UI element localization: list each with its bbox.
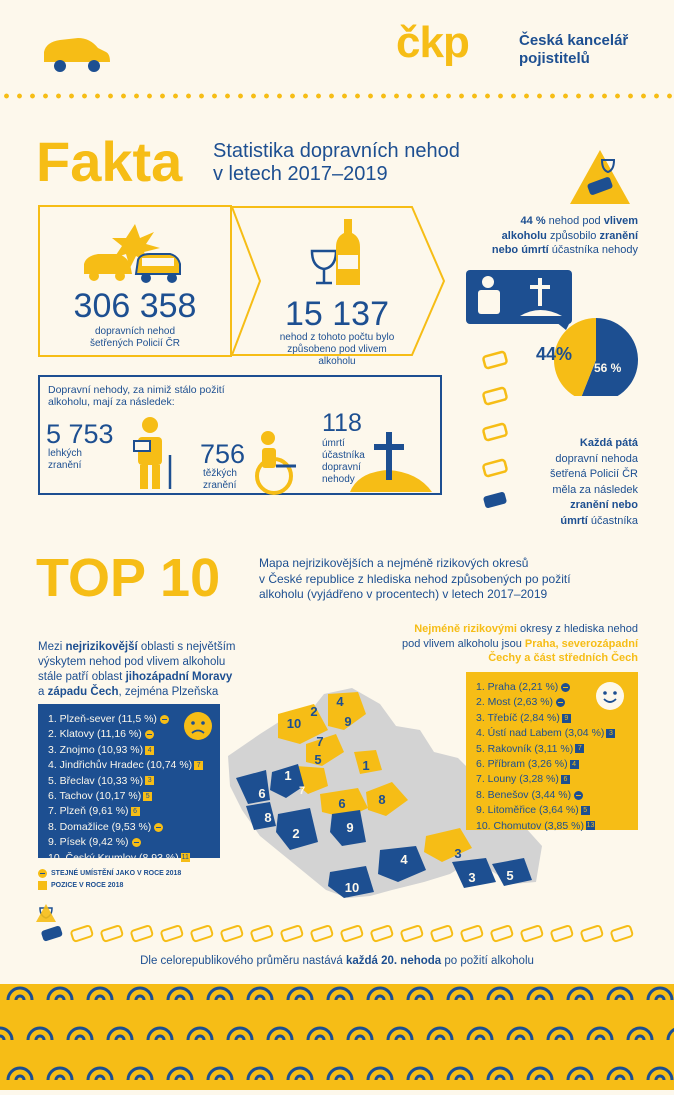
previous-position-badge: 6 bbox=[561, 775, 570, 784]
map-safe-label: 6 bbox=[338, 796, 346, 811]
risky-intro-1b: nejrizikovější bbox=[65, 641, 138, 653]
risky-intro-4a: a bbox=[38, 686, 48, 698]
arch-motif bbox=[616, 996, 624, 1000]
arch-motif bbox=[96, 1076, 104, 1080]
map-safe-label: 8 bbox=[378, 792, 386, 807]
footer-text-c: po požití alkoholu bbox=[441, 955, 534, 967]
arch-motif bbox=[316, 1036, 324, 1040]
district-row bbox=[476, 803, 628, 818]
fifth-line5: zranění nebo bbox=[570, 499, 638, 511]
arch-motif bbox=[136, 996, 144, 1000]
fifth-line3: šetřená Policií ČR bbox=[549, 468, 638, 480]
previous-position-badge: 13 bbox=[586, 822, 595, 830]
arch-motif bbox=[296, 1076, 304, 1080]
district-row bbox=[48, 789, 210, 804]
district-text: 1. Plzeň-sever (11,5 %) bbox=[48, 713, 157, 725]
district-row bbox=[48, 804, 210, 819]
same-position-icon bbox=[574, 791, 583, 800]
district-text: 1. Praha (2,21 %) bbox=[476, 681, 559, 693]
light-injuries-value: 5 753 bbox=[46, 419, 114, 449]
pie-text-d: způsobilo bbox=[546, 229, 600, 242]
org-name-line1: Česká kancelář bbox=[519, 32, 629, 49]
same-position-icon bbox=[561, 683, 570, 692]
accidents-label-line1: dopravních nehod bbox=[94, 326, 176, 337]
fifth-line4: měla za následek bbox=[552, 483, 638, 496]
previous-position-badge: 6 bbox=[131, 807, 140, 816]
arch-motif bbox=[656, 1076, 664, 1080]
pie-text-pct: 44 % bbox=[520, 215, 546, 227]
pie-text-b: vlivem bbox=[603, 215, 638, 227]
arch-motif bbox=[356, 1036, 364, 1040]
fifth-line2: dopravní nehoda bbox=[555, 452, 638, 465]
deaths-label-line4: nehody bbox=[322, 474, 355, 485]
crashed-cars-row bbox=[36, 904, 646, 948]
map-safe-label: 3 bbox=[454, 846, 462, 861]
district-row bbox=[476, 788, 628, 803]
bottom-pattern-band bbox=[0, 984, 674, 1090]
arch-motif bbox=[416, 996, 424, 1000]
arch-motif bbox=[236, 1036, 244, 1040]
crashed-car-icon bbox=[521, 925, 543, 942]
map-safe-label: 5 bbox=[314, 752, 322, 767]
arch-motif bbox=[56, 1076, 64, 1080]
district-row bbox=[48, 820, 210, 835]
map-risky-label: 7 bbox=[298, 785, 306, 797]
fakta-subtitle-line1: Statistika dopravních nehod bbox=[213, 140, 460, 162]
risky-intro-2: výskytem nehod pod vlivem alkoholu bbox=[38, 656, 226, 668]
top10-title: TOP 10 bbox=[36, 548, 221, 608]
previous-position-badge: 3 bbox=[145, 776, 154, 785]
safe-intro-3: Čechy a část středních Čech bbox=[488, 652, 638, 664]
fakta-subtitle-line2: v letech 2017–2019 bbox=[213, 163, 388, 185]
arch-motif bbox=[656, 996, 664, 1000]
arch-motif bbox=[636, 1036, 644, 1040]
arch-motif bbox=[496, 1076, 504, 1080]
district-text: 3. Třebíč (2,84 %) bbox=[476, 711, 560, 724]
same-position-icon bbox=[38, 869, 47, 878]
district-text: 9. Písek (9,42 %) bbox=[48, 836, 129, 849]
crashed-car-icon bbox=[611, 925, 633, 942]
deaths-value: 118 bbox=[322, 409, 362, 437]
arch-motif bbox=[96, 996, 104, 1000]
arch-motif bbox=[396, 1036, 404, 1040]
arch-motif bbox=[196, 1036, 204, 1040]
crashed-car-icon bbox=[281, 925, 303, 942]
previous-position-badge: 5 bbox=[143, 792, 152, 801]
accidents-value: 306 358 bbox=[73, 287, 197, 325]
consequences-intro-line2: alkoholu, mají za následek: bbox=[48, 396, 175, 408]
ckp-logo[interactable]: čkp bbox=[396, 18, 469, 67]
district-row bbox=[48, 774, 210, 789]
crashed-car-icon bbox=[191, 925, 213, 942]
district-row bbox=[48, 758, 210, 773]
same-position-icon bbox=[556, 698, 565, 707]
consequences-intro-line1: Dopravní nehody, za nimiž stálo požití bbox=[48, 384, 225, 396]
map-legend bbox=[38, 868, 181, 892]
arch-motif bbox=[296, 996, 304, 1000]
heavy-injuries-label-line1: těžkých bbox=[203, 468, 237, 479]
light-injuries-label-line1: lehkých bbox=[48, 448, 82, 459]
crashed-car-icon bbox=[581, 925, 603, 942]
crashed-car-icons bbox=[480, 348, 510, 508]
district-text: 8. Domažlice (9,53 %) bbox=[48, 820, 152, 833]
same-position-icon bbox=[154, 823, 163, 832]
arch-motif bbox=[256, 1076, 264, 1080]
crashed-car-icon bbox=[431, 925, 453, 942]
arch-motif bbox=[216, 1076, 224, 1080]
safe-intro-2a: pod vlivem alkoholu jsou bbox=[401, 637, 525, 650]
sad-face-icon bbox=[182, 710, 214, 742]
previous-position-badge: 4 bbox=[570, 760, 579, 769]
district-text: 4. Jindřichův Hradec (10,74 %) bbox=[48, 759, 193, 772]
crashed-car-icon bbox=[101, 925, 123, 942]
accidents-label-line2: šetřených Policií ČR bbox=[89, 338, 181, 349]
arch-motif bbox=[536, 1076, 544, 1080]
district-row bbox=[476, 742, 628, 757]
previous-position-badge: 4 bbox=[145, 746, 154, 755]
previous-position-badge: 11 bbox=[181, 854, 189, 862]
crashed-car-icon bbox=[251, 925, 273, 942]
district-text: 10. Český Krumlov (8,93 %) bbox=[48, 851, 179, 864]
arch-motif bbox=[536, 996, 544, 1000]
district-row bbox=[48, 835, 210, 850]
district-text: 6. Příbram (3,26 %) bbox=[476, 758, 568, 771]
crashed-car-icon bbox=[41, 925, 63, 942]
arch-motif bbox=[336, 1076, 344, 1080]
safe-intro-1b: okresy z hlediska nehod bbox=[516, 623, 638, 635]
crash-icon bbox=[80, 220, 190, 286]
arch-motif bbox=[176, 996, 184, 1000]
arch-motif bbox=[556, 1036, 564, 1040]
map-risky-label: 6 bbox=[258, 786, 266, 801]
district-text: 10. Chomutov (3,85 %) bbox=[476, 819, 584, 832]
crashed-car-icon bbox=[401, 925, 423, 942]
risky-intro-1c: oblasti s největším bbox=[137, 641, 236, 653]
district-text: 3. Znojmo (10,93 %) bbox=[48, 743, 144, 756]
position-badge-icon bbox=[38, 881, 47, 890]
deaths-label-line2: účastníka bbox=[322, 450, 365, 461]
district-text: 4. Ústí nad Labem (3,04 %) bbox=[476, 727, 605, 740]
map-risky-label: 10 bbox=[344, 880, 360, 895]
happy-face-icon bbox=[594, 680, 626, 712]
risky-intro-4b: západu Čech bbox=[47, 686, 119, 698]
map-risky-label: 4 bbox=[400, 852, 408, 867]
arch-motif bbox=[376, 996, 384, 1000]
heavy-injuries-label-line2: zranění bbox=[203, 480, 237, 491]
crashed-car-icon bbox=[131, 925, 153, 942]
arch-motif bbox=[276, 1036, 284, 1040]
arch-motif bbox=[616, 1076, 624, 1080]
arch-motif bbox=[476, 1036, 484, 1040]
previous-position-badge: 9 bbox=[562, 714, 571, 723]
pie-text-c: alkoholu bbox=[501, 229, 547, 242]
risky-intro-4c: , zejména Plzeňska bbox=[118, 686, 219, 698]
top10-desc-line1: Mapa nejrizikovějších a nejméně rizikových okresů bbox=[259, 556, 529, 570]
district-text: 2. Most (2,63 %) bbox=[476, 696, 554, 709]
arch-motif bbox=[16, 996, 24, 1000]
risky-intro-3a: stále patří oblast bbox=[38, 671, 126, 683]
pie-text-f: nebo úmrtí bbox=[491, 244, 549, 256]
fakta-title: Fakta bbox=[36, 130, 183, 193]
map-safe-label: 1 bbox=[362, 758, 370, 773]
crashed-car-icon bbox=[71, 925, 93, 942]
map-safe-label: 7 bbox=[316, 734, 324, 749]
district-text: 2. Klatovy (11,16 %) bbox=[48, 728, 142, 741]
district-text: 5. Břeclav (10,33 %) bbox=[48, 774, 144, 787]
map-safe-label: 10 bbox=[286, 716, 302, 731]
arch-motif bbox=[256, 996, 264, 1000]
arch-motif bbox=[596, 1036, 604, 1040]
risky-intro-3b: jihozápadní Moravy bbox=[125, 671, 233, 683]
pie-label-56: 56 % bbox=[594, 361, 622, 375]
risky-intro-1a: Mezi bbox=[38, 641, 66, 653]
alcohol-label-line2: způsobeno pod vlivem bbox=[287, 344, 387, 355]
legend-same: STEJNÉ UMÍSTĚNÍ JAKO V ROCE 2018 bbox=[51, 870, 182, 877]
previous-position-badge: 7 bbox=[575, 744, 584, 753]
deaths-label-line3: dopravní bbox=[322, 462, 361, 473]
district-text: 8. Benešov (3,44 %) bbox=[476, 788, 572, 801]
map-safe-label: 4 bbox=[336, 694, 344, 709]
district-text: 7. Louny (3,28 %) bbox=[476, 773, 559, 786]
district-text: 9. Litoměřice (3,64 %) bbox=[476, 804, 579, 817]
map-risky-label: 2 bbox=[292, 826, 300, 841]
pie-text-a: nehod pod bbox=[545, 215, 604, 227]
arch-motif bbox=[436, 1036, 444, 1040]
map-risky-label: 8 bbox=[264, 810, 272, 825]
pie-text-e: zranění bbox=[599, 229, 638, 242]
district-row bbox=[476, 711, 628, 726]
arch-motif bbox=[16, 1076, 24, 1080]
map-risky-label: 1 bbox=[284, 768, 292, 783]
arch-motif bbox=[376, 1076, 384, 1080]
dotted-divider bbox=[0, 93, 674, 99]
footer-text-b: každá 20. nehoda bbox=[345, 955, 442, 967]
arch-motif bbox=[0, 1036, 4, 1040]
previous-position-badge: 5 bbox=[581, 806, 590, 815]
heavy-injuries-value: 756 bbox=[200, 439, 246, 469]
top10-desc-line3: alkoholu (vyjádřeno v procentech) v letech 2017–2019 bbox=[259, 587, 548, 601]
crashed-cars-column bbox=[480, 348, 510, 513]
arch-motif bbox=[456, 1076, 464, 1080]
same-position-icon bbox=[160, 715, 169, 724]
crashed-car-icon bbox=[491, 925, 513, 942]
arch-motif bbox=[116, 1036, 124, 1040]
crashed-car-icon bbox=[371, 925, 393, 942]
arch-motif bbox=[456, 996, 464, 1000]
district-text: 5. Rakovník (3,11 %) bbox=[476, 742, 574, 755]
district-row bbox=[48, 851, 210, 866]
pie-text-g: účastníka nehody bbox=[548, 244, 638, 256]
district-row bbox=[476, 772, 628, 787]
crashed-car-icon bbox=[311, 925, 333, 942]
district-row bbox=[476, 726, 628, 741]
arch-motif bbox=[136, 1076, 144, 1080]
safe-intro-2b: Praha, severozápadní bbox=[524, 637, 638, 650]
light-injuries-label-line2: zranění bbox=[48, 460, 82, 471]
arch-motif bbox=[516, 1036, 524, 1040]
arch-pattern bbox=[0, 984, 674, 1090]
org-name-line2: pojistitelů bbox=[519, 50, 590, 67]
car-icon bbox=[38, 28, 114, 78]
crashed-car-icon bbox=[221, 925, 243, 942]
arch-motif bbox=[496, 996, 504, 1000]
legend-pos: POZICE V ROCE 2018 bbox=[51, 882, 124, 889]
district-text: 7. Plzeň (9,61 %) bbox=[48, 805, 129, 818]
district-text: 6. Tachov (10,17 %) bbox=[48, 790, 142, 803]
wheelchair-icon bbox=[246, 430, 302, 496]
map-safe-label: 9 bbox=[344, 714, 352, 729]
district-row bbox=[476, 757, 628, 772]
crashed-car-icon bbox=[161, 925, 183, 942]
alcohol-accidents-value: 15 137 bbox=[285, 295, 389, 333]
arch-motif bbox=[416, 1076, 424, 1080]
map-risky-label: 5 bbox=[506, 868, 514, 883]
pie-label-44: 44% bbox=[536, 344, 573, 364]
safe-intro-1a: Nejméně rizikovými bbox=[414, 623, 517, 635]
map-risky-label: 3 bbox=[468, 870, 476, 885]
arch-motif bbox=[56, 996, 64, 1000]
previous-position-badge: 3 bbox=[606, 729, 615, 738]
top10-desc-line2: v České republice z hlediska nehod způsobených po požití bbox=[259, 571, 571, 586]
injured-person-icon bbox=[126, 415, 176, 491]
district-row bbox=[48, 743, 210, 758]
same-position-icon bbox=[132, 838, 141, 847]
arch-motif bbox=[176, 1076, 184, 1080]
arch-motif bbox=[336, 996, 344, 1000]
arch-motif bbox=[576, 1076, 584, 1080]
map-safe-label: 2 bbox=[310, 704, 318, 719]
alcohol-label-line3: alkoholu bbox=[318, 356, 356, 367]
wine-bottle-icon bbox=[306, 215, 364, 289]
arch-motif bbox=[76, 1036, 84, 1040]
crashed-car-icon bbox=[341, 925, 363, 942]
deaths-label-line1: úmrtí bbox=[322, 438, 345, 449]
fifth-line6: úmrtí bbox=[560, 514, 588, 527]
footer-text-a: Dle celorepublikového průměru nastává bbox=[140, 955, 346, 967]
grave-icon bbox=[348, 428, 434, 494]
same-position-icon bbox=[145, 730, 154, 739]
alcohol-label-line1: nehod z tohoto počtu bylo bbox=[279, 332, 395, 343]
arch-motif bbox=[576, 996, 584, 1000]
arch-motif bbox=[36, 1036, 44, 1040]
map-risky-label: 9 bbox=[346, 820, 354, 835]
arch-motif bbox=[156, 1036, 164, 1040]
arch-motif bbox=[216, 996, 224, 1000]
fifth-line6b: účastníka bbox=[587, 514, 638, 527]
district-row bbox=[476, 819, 628, 834]
crashed-car-icon bbox=[551, 925, 573, 942]
crashed-car-icon bbox=[461, 925, 483, 942]
fifth-line1: Každá pátá bbox=[579, 437, 638, 449]
warning-drink-icon bbox=[568, 148, 632, 206]
previous-position-badge: 7 bbox=[194, 761, 203, 770]
